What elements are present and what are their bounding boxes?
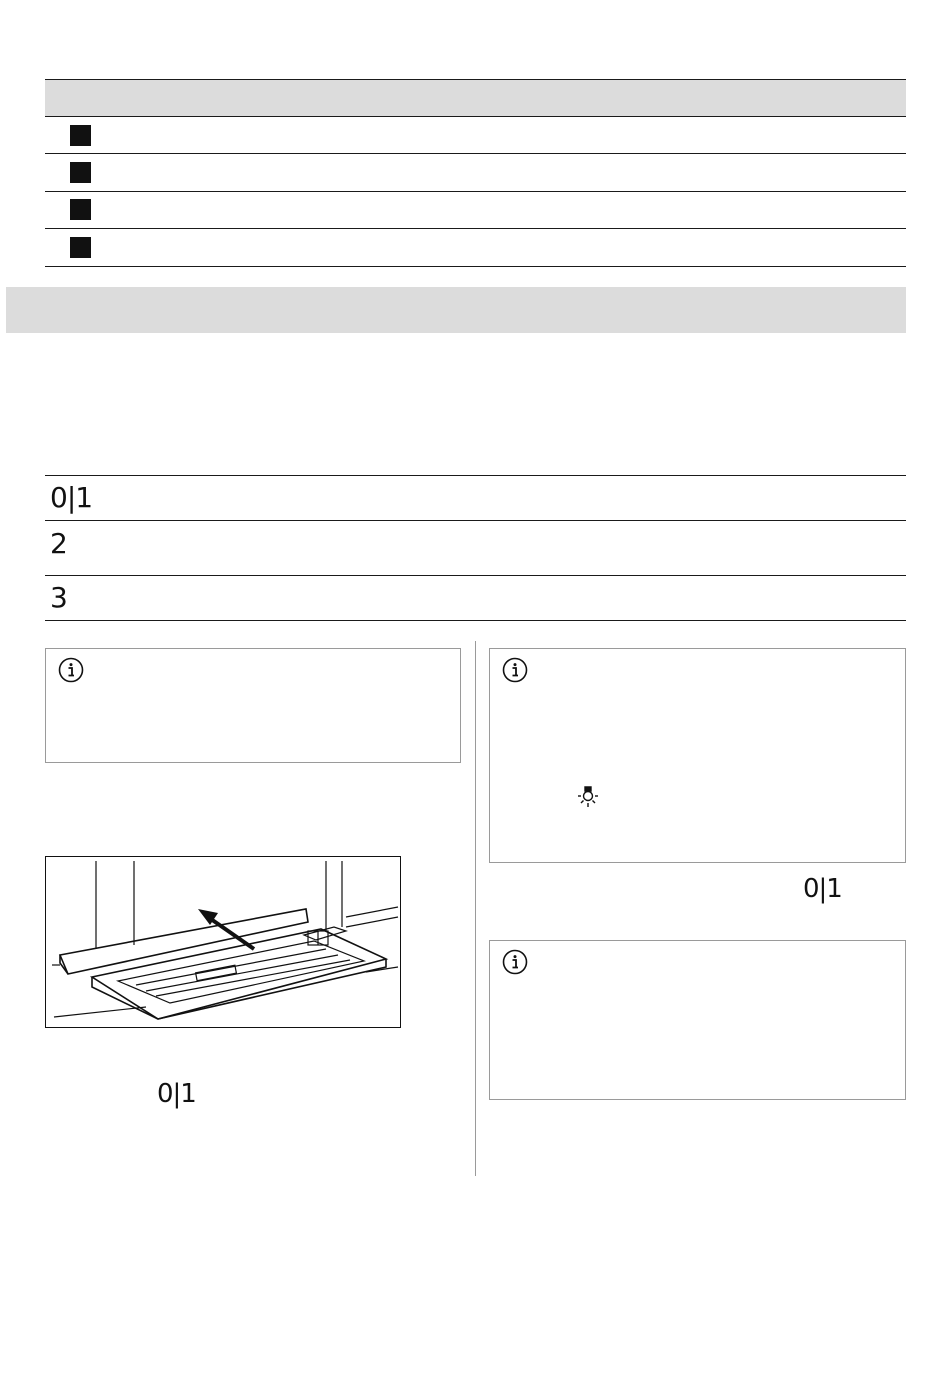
key-table-rule bbox=[45, 153, 906, 154]
info-icon bbox=[58, 657, 84, 683]
key-table-rule bbox=[45, 228, 906, 229]
column-divider bbox=[475, 641, 476, 1176]
black-square-icon bbox=[70, 162, 91, 183]
info-note-box bbox=[489, 940, 906, 1100]
black-square-icon bbox=[70, 237, 91, 258]
symbol-table-rule bbox=[45, 575, 906, 576]
speed-3-symbol: 3 bbox=[50, 581, 67, 614]
info-icon bbox=[502, 949, 528, 975]
hood-illustration bbox=[45, 856, 401, 1028]
info-note-box bbox=[45, 648, 461, 763]
key-table-top-rule bbox=[45, 79, 906, 80]
symbol-table-top-rule bbox=[45, 475, 906, 476]
key-table-rule bbox=[45, 191, 906, 192]
symbol-table-rule bbox=[45, 520, 906, 521]
key-table-header bbox=[45, 79, 906, 116]
key-table-bottom-rule bbox=[45, 266, 906, 267]
speed-2-symbol: 2 bbox=[50, 527, 67, 560]
switch-symbol-inline: 0|1 bbox=[157, 1079, 196, 1109]
black-square-icon bbox=[70, 199, 91, 220]
info-note-box bbox=[489, 648, 906, 863]
black-square-icon bbox=[70, 125, 91, 146]
key-table-rule bbox=[45, 116, 906, 117]
light-bulb-icon bbox=[575, 784, 601, 810]
section-heading-band bbox=[6, 287, 906, 333]
switch-symbol-inline: 0|1 bbox=[803, 874, 842, 904]
cooker-hood-drawing bbox=[46, 857, 400, 1027]
switch-symbol: 0|1 bbox=[50, 481, 93, 514]
info-icon bbox=[502, 657, 528, 683]
symbol-table-bottom-rule bbox=[45, 620, 906, 621]
